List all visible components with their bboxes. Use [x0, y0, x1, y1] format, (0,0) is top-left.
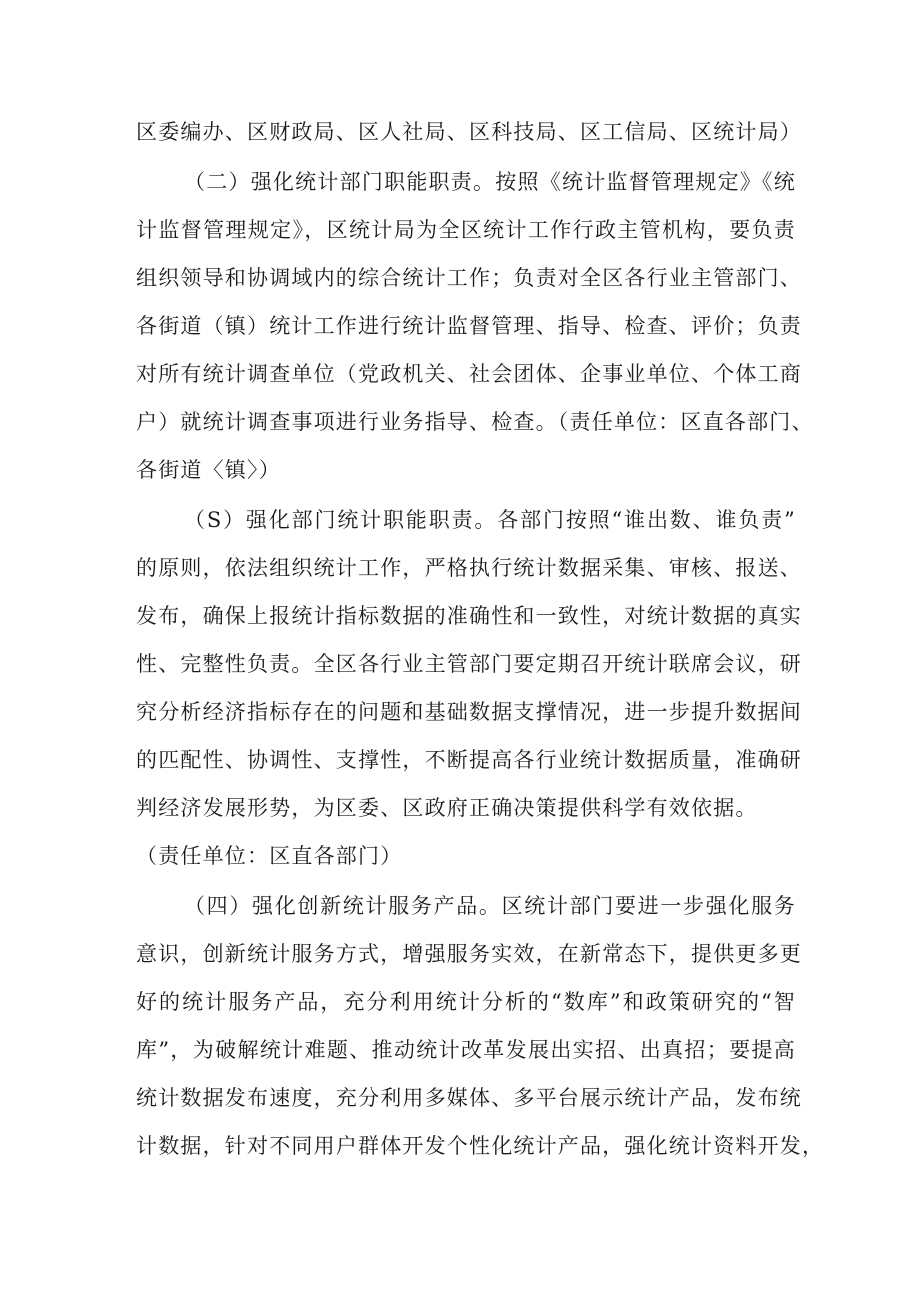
paragraph-start-line: （二）强化统计部门职能职责。按照《统计监督管理规定》《统: [184, 170, 796, 194]
text-line: 的匹配性、协调性、支撑性，不断提高各行业统计数据质量，准确研: [136, 748, 802, 772]
text-line: 对所有统计调查单位（党政机关、社会团体、企事业单位、个体工商: [136, 362, 802, 386]
text-line: 库”，为破解统计难题、推动统计改革发展出实招、出真招；要提高: [136, 1038, 796, 1062]
text-line: 组织领导和协调域内的综合统计工作；负责对全区各行业主管部门、: [136, 266, 802, 290]
text-line: 发布，确保上报统计指标数据的准确性和一致性，对统计数据的真实: [136, 604, 802, 628]
text-line: 的原则，依法组织统计工作，严格执行统计数据采集、审核、报送、: [136, 556, 802, 580]
text-line: 性、完整性负责。全区各行业主管部门要定期召开统计联席会议，研: [136, 652, 802, 676]
text-line: 意识，创新统计服务方式，增强服务实效，在新常态下，提供更多更: [136, 942, 802, 966]
text-line: 户）就统计调查事项进行业务指导、检查。（责任单位：区直各部门、: [136, 410, 814, 434]
paragraph-start-line: （四）强化创新统计服务产品。区统计部门要进一步强化服务: [184, 894, 796, 918]
text-line: 各街道（镇）统计工作进行统计监督管理、指导、检查、评价；负责: [136, 314, 802, 338]
text-line: 区委编办、区财政局、区人社局、区科技局、区工信局、区统计局）: [136, 120, 802, 144]
text-line: 计监督管理规定》，区统计局为全区统计工作行政主管机构，要负责: [136, 218, 796, 242]
text-line: 好的统计服务产品，充分利用统计分析的“数库”和政策研究的“智: [136, 990, 796, 1014]
text-line: 统计数据发布速度，充分利用多媒体、多平台展示统计产品，发布统: [136, 1086, 802, 1110]
text-line: 判经济发展形势，为区委、区政府正确决策提供科学有效依据。: [136, 796, 758, 820]
text-line: 计数据，针对不同用户群体开发个性化统计产品，强化统计资料开发，: [136, 1134, 825, 1158]
text-line: 究分析经济指标存在的问题和基础数据支撑情况，进一步提升数据间: [136, 700, 802, 724]
text-line: （责任单位：区直各部门）: [136, 844, 403, 868]
paragraph-start-line: （S）强化部门统计职能职责。各部门按照“谁出数、谁负责”: [184, 508, 796, 532]
text-line: 各街道〈镇〉）: [136, 458, 281, 482]
